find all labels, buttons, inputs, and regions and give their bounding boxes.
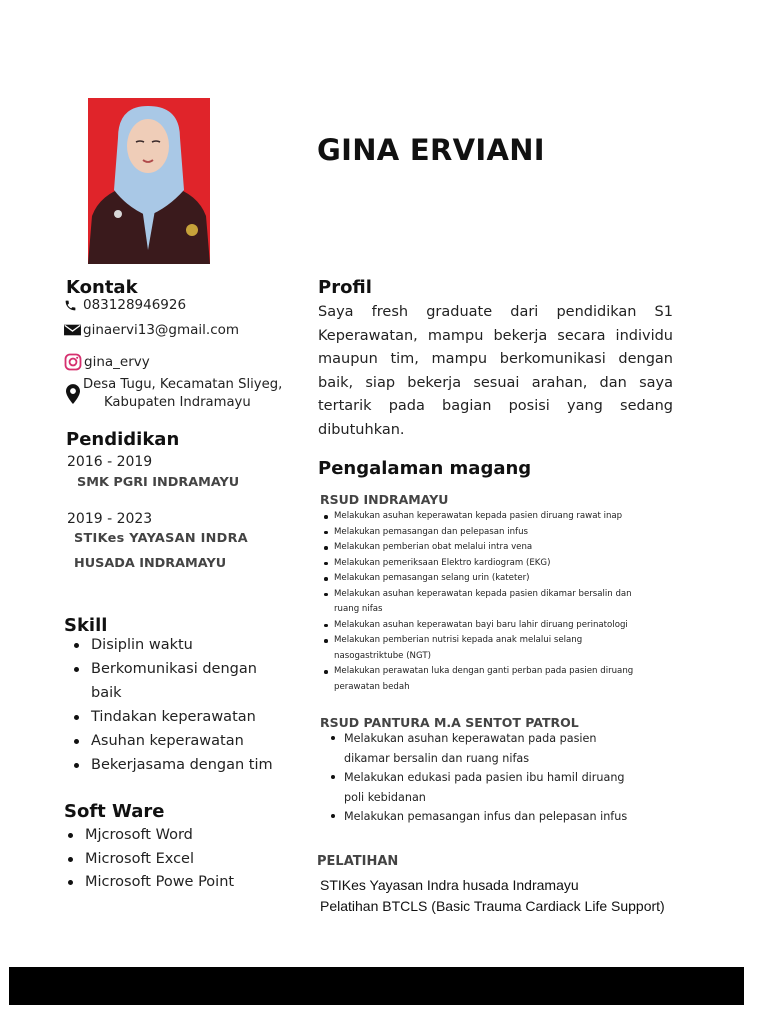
list-item: Melakukan pemeriksaan Elektro kardiogram (EKG) — [320, 556, 672, 572]
list-item: Melakukan pemasangan dan pelepasan infus — [320, 525, 672, 541]
software-item: Microsoft Powe Point — [68, 874, 234, 890]
list-item: Melakukan pemasangan selang urin (kateter) — [320, 571, 672, 587]
email-icon — [64, 324, 81, 336]
bullet-icon — [74, 739, 79, 744]
skill-item-continuation: baik — [91, 685, 122, 701]
portrait-image — [88, 98, 210, 264]
profile-photo — [88, 98, 210, 264]
list-item: Melakukan asuhan keperawatan kepada pasien dikamar bersalin dan ruang nifas — [320, 587, 654, 618]
list-item: Melakukan perawatan luka dengan ganti perban pada pasien diruang perawatan bedah — [320, 664, 654, 695]
internship-org-2-list — [322, 729, 632, 827]
education-heading: Pendidikan — [66, 429, 180, 450]
internship-heading: Pengalaman magang — [318, 458, 532, 479]
list-item: Melakukan pemberian nutrisi kepada anak melalui selang nasogastriktube (NGT) — [320, 633, 644, 664]
address-line-1: Desa Tugu, Kecamatan Sliyeg, — [83, 377, 283, 392]
software-heading: Soft Ware — [64, 801, 165, 822]
contact-instagram — [64, 353, 150, 371]
bullet-icon — [68, 880, 73, 885]
skill-item: Asuhan keperawatan — [74, 733, 244, 749]
bullet-icon — [68, 857, 73, 862]
address-line-2: Kabupaten Indramayu — [104, 395, 251, 410]
bullet-icon — [74, 643, 79, 648]
list-item: Melakukan edukasi pada pasien ibu hamil diruang poli kebidanan — [322, 768, 632, 807]
list-item: Melakukan pemberian obat melalui intra vena — [320, 540, 672, 556]
education-years-2: 2019 - 2023 — [67, 511, 153, 527]
education-school-2-line-1: STIKes YAYASAN INDRA — [74, 531, 248, 546]
list-item: Melakukan asuhan keperawatan kepada pasien diruang rawat inap — [320, 509, 672, 525]
skill-item: Berkomunikasi dengan — [74, 661, 257, 677]
training-line-1: STIKes Yayasan Indra husada Indramayu — [320, 877, 579, 893]
instagram-icon — [64, 353, 82, 371]
instagram-handle[interactable]: gina_ervy — [84, 354, 150, 370]
skill-item: Bekerjasama dengan tim — [74, 757, 273, 773]
profile-text: Saya fresh graduate dari pendidikan S1 Keperawatan, mampu bekerja secara individu maupun tim, mampu berkomunikasi dengan baik, siap bekerja sesuai arahan, dan saya tertarik pada bagian posisi yang sedang dibutuhkan. — [318, 304, 673, 438]
footer-bar — [9, 967, 744, 1005]
internship-org-1: RSUD INDRAMAYU — [320, 492, 449, 507]
skill-heading: Skill — [64, 615, 108, 636]
phone-number[interactable]: 083128946926 — [83, 297, 187, 313]
internship-org-1-list — [320, 509, 672, 695]
profile-heading: Profil — [318, 277, 372, 298]
software-item: Microsoft Excel — [68, 851, 194, 867]
training-line-2: Pelatihan BTCLS (Basic Trauma Cardiack Life Support) — [320, 898, 665, 914]
contact-email — [64, 322, 239, 338]
bullet-icon — [68, 833, 73, 838]
bullet-icon — [74, 667, 79, 672]
contact-phone — [64, 297, 186, 313]
education-years-1: 2016 - 2019 — [67, 454, 153, 470]
email-address[interactable]: ginaervi13@gmail.com — [83, 322, 240, 338]
internship-org-2: RSUD PANTURA M.A SENTOT PATROL — [320, 715, 579, 730]
phone-icon — [64, 299, 77, 312]
contact-heading: Kontak — [66, 277, 138, 298]
skill-item: Disiplin waktu — [74, 637, 193, 653]
list-item: Melakukan asuhan keperawatan pada pasien dikamar bersalin dan ruang nifas — [322, 729, 632, 768]
education-school-2-line-2: HUSADA INDRAMAYU — [74, 556, 227, 571]
software-item: Mjcrosoft Word — [68, 827, 193, 843]
list-item: Melakukan pemasangan infus dan pelepasan infus — [322, 807, 629, 827]
bullet-icon — [74, 715, 79, 720]
person-name: GINA ERVIANI — [317, 133, 545, 167]
education-school-1: SMK PGRI INDRAMAYU — [77, 475, 240, 490]
bullet-icon — [74, 763, 79, 768]
training-heading: PELATIHAN — [317, 854, 399, 869]
location-pin-icon — [66, 384, 80, 404]
list-item: Melakukan asuhan keperawatan bayi baru lahir diruang perinatologi — [320, 618, 634, 634]
skill-item: Tindakan keperawatan — [74, 709, 256, 725]
